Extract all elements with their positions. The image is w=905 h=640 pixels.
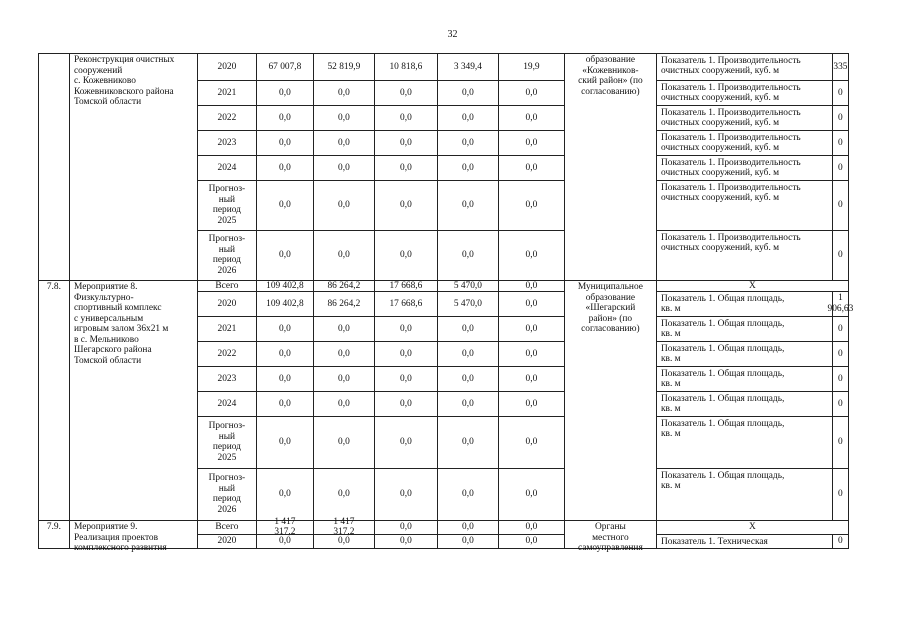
extra-value-cell-text: 0,0 [525, 373, 538, 384]
total-value-cell-text: 0,0 [279, 348, 291, 359]
federal-value-cell-text: 1 417 317,2 [333, 516, 355, 538]
federal-value-cell-text: 86 264,2 [327, 280, 361, 291]
regional-value-cell-text: 17 668,6 [389, 280, 423, 291]
extra-value-cell-text: 0,0 [525, 437, 538, 448]
extra-value-cell [498, 130, 565, 156]
indicator-cell-text: Показатель 1. Общая площадь, кв. м [661, 419, 785, 439]
regional-value-cell [374, 155, 438, 181]
extra-value-cell [498, 366, 565, 392]
total-value-cell [256, 391, 314, 417]
indicator-cell-text: Показатель 1. Общая площадь, кв. м [661, 369, 785, 389]
federal-value-cell-text: 0,0 [338, 200, 350, 211]
indicator-cell-text: Показатель 1. Производительность очистных сооружений, куб. м [661, 183, 801, 203]
total-value-cell-text: 0,0 [279, 250, 291, 261]
row-number-cell [38, 53, 70, 281]
target-value-cell [832, 180, 849, 231]
federal-value-cell-text: 0,0 [338, 437, 350, 448]
regional-value-cell [374, 230, 438, 281]
local-value-cell-text: 0,0 [462, 200, 474, 211]
year-cell [197, 230, 257, 281]
total-value-cell-text: 0,0 [279, 200, 291, 211]
federal-value-cell-text: 0,0 [338, 250, 350, 261]
federal-value-cell-text: 52 819,9 [327, 61, 361, 72]
indicator-cell [656, 366, 833, 392]
extra-value-cell-text: 0,0 [525, 87, 538, 98]
row-number-cell [38, 520, 70, 549]
regional-value-cell-text: 17 668,6 [389, 298, 423, 309]
federal-value-cell [313, 130, 375, 156]
federal-value-cell-text: 0,0 [338, 137, 350, 148]
federal-value-cell-text: 0,0 [338, 112, 350, 123]
target-value-cell-text: 0 [838, 489, 843, 500]
target-value-cell-text: 335 [833, 61, 848, 72]
target-value-cell [832, 105, 849, 131]
indicator-cell [656, 53, 833, 81]
year-cell-text: 2020 [217, 536, 237, 547]
total-value-cell [256, 468, 314, 521]
indicator-cell [656, 105, 833, 131]
target-value-cell-text: 0 [838, 373, 843, 384]
indicator-cell-text: Показатель 1. Общая площадь, кв. м [661, 344, 785, 364]
indicator-cell [656, 291, 833, 317]
regional-value-cell-text: 0,0 [400, 373, 412, 384]
federal-value-cell [313, 291, 375, 317]
target-value-cell [832, 416, 849, 469]
year-cell-text: 2023 [217, 137, 237, 148]
local-value-cell-text: 0,0 [462, 348, 474, 359]
extra-value-cell [498, 468, 565, 521]
indicator-cell-text: Показатель 1. Производительность очистных сооружений, куб. м [661, 108, 801, 128]
total-value-cell [256, 53, 314, 81]
year-cell [197, 468, 257, 521]
local-value-cell-text: 0,0 [462, 437, 474, 448]
executor-cell-text: образование «Кожевников- ский район» (по согласованию) [578, 55, 643, 97]
regional-value-cell [374, 341, 438, 367]
total-value-cell [256, 130, 314, 156]
target-value-cell-text: 0 [838, 437, 843, 448]
regional-value-cell [374, 105, 438, 131]
executor-cell [564, 520, 657, 553]
row-number-cell-text: 7.8. [46, 282, 61, 292]
indicator-cell-text: Показатель 1. Техническая [661, 537, 768, 547]
indicator-cell-text: Показатель 1. Общая площадь, кв. м [661, 471, 785, 491]
local-value-cell [437, 520, 499, 535]
row-number-cell-text: 7.9. [46, 522, 61, 532]
measure-title-cell-text: Реконструкция очистных сооружений с. Кожевниково Кожевниковского района Томской области [74, 55, 175, 107]
extra-value-cell [498, 341, 565, 367]
federal-value-cell [313, 534, 375, 549]
extra-value-cell-text: 0,0 [525, 280, 538, 291]
target-value-cell-text: 0 [838, 398, 843, 409]
federal-value-cell [313, 516, 375, 538]
regional-value-cell-text: 0,0 [400, 536, 412, 547]
row-number-cell-text [39, 54, 69, 280]
year-cell [197, 180, 257, 231]
local-value-cell-text: 5 470,0 [453, 298, 482, 309]
total-value-cell [256, 341, 314, 367]
total-value-cell-text: 0,0 [279, 489, 291, 500]
page-number: 32 [447, 29, 458, 40]
year-cell [197, 391, 257, 417]
year-cell [197, 105, 257, 131]
indicator-cell-text: Показатель 1. Производительность очистных сооружений, куб. м [661, 83, 801, 103]
total-value-cell-text: 67 007,8 [268, 61, 302, 72]
year-cell [197, 53, 257, 81]
target-value-cell-text: 1 906,63 [827, 293, 854, 314]
indicator-cell [656, 316, 833, 342]
year-cell-text: Всего [215, 522, 239, 533]
local-value-cell [437, 416, 499, 469]
federal-value-cell [313, 391, 375, 417]
total-value-cell-text: 0,0 [279, 162, 291, 173]
total-value-cell-text: 0,0 [279, 112, 291, 123]
extra-value-cell-text: 0,0 [525, 323, 538, 334]
total-value-cell [256, 180, 314, 231]
year-cell-text: 2021 [217, 87, 237, 98]
regional-value-cell [374, 366, 438, 392]
federal-value-cell-text: 86 264,2 [327, 298, 361, 309]
indicator-cell [656, 391, 833, 417]
regional-value-cell-text: 0,0 [400, 137, 412, 148]
regional-value-cell [374, 416, 438, 469]
local-value-cell [437, 155, 499, 181]
total-value-cell-text: 1 417 317,2 [274, 516, 296, 538]
indicator-cell-text: Показатель 1. Производительность очистных сооружений, куб. м [661, 158, 801, 178]
local-value-cell-text: 0,0 [462, 373, 474, 384]
local-value-cell-text: 0,0 [462, 87, 474, 98]
target-value-cell [832, 80, 849, 106]
year-cell-text: Прогноз- ный период 2026 [208, 473, 246, 515]
indicator-cell [656, 416, 833, 469]
local-value-cell-text: 0,0 [462, 398, 474, 409]
total-value-cell [256, 80, 314, 106]
extra-value-cell [498, 180, 565, 231]
federal-value-cell-text: 0,0 [338, 348, 350, 359]
local-value-cell-text: 0,0 [462, 522, 474, 533]
target-value-cell [832, 468, 849, 521]
extra-value-cell [498, 391, 565, 417]
extra-value-cell-text: 0,0 [525, 112, 538, 123]
total-value-cell-text: 0,0 [279, 373, 291, 384]
indicator-cell [656, 468, 833, 521]
target-value-cell-text: 0 [838, 348, 843, 359]
target-value-cell [832, 155, 849, 181]
local-value-cell [437, 180, 499, 231]
local-value-cell [437, 468, 499, 521]
indicator-x-cell [656, 520, 849, 535]
executor-cell [564, 53, 657, 281]
indicator-x-cell-text: X [749, 522, 756, 533]
target-value-cell-text: 0 [838, 200, 843, 211]
indicator-cell-text: Показатель 1. Производительность очистных сооружений, куб. м [661, 233, 801, 253]
extra-value-cell-text: 0,0 [525, 298, 538, 309]
local-value-cell [437, 130, 499, 156]
regional-value-cell-text: 0,0 [400, 200, 412, 211]
federal-value-cell-text: 0,0 [338, 489, 350, 500]
year-cell [197, 534, 257, 549]
extra-value-cell [498, 155, 565, 181]
total-value-cell-text: 0,0 [279, 87, 291, 98]
extra-value-cell-text: 0,0 [525, 398, 538, 409]
local-value-cell-text: 0,0 [462, 112, 474, 123]
extra-value-cell [498, 534, 565, 549]
year-cell [197, 366, 257, 392]
target-value-cell-text: 0 [838, 162, 843, 173]
total-value-cell [256, 230, 314, 281]
indicator-cell-text: Показатель 1. Общая площадь, кв. м [661, 319, 785, 339]
total-value-cell [256, 291, 314, 317]
measure-title-cell [69, 53, 198, 281]
year-cell [197, 80, 257, 106]
year-cell [197, 130, 257, 156]
total-value-cell [256, 366, 314, 392]
total-value-cell-text: 109 402,8 [266, 298, 304, 309]
extra-value-cell [498, 416, 565, 469]
regional-value-cell-text: 10 818,6 [389, 61, 423, 72]
extra-value-cell-text: 0,0 [525, 348, 538, 359]
regional-value-cell [374, 180, 438, 231]
local-value-cell [437, 366, 499, 392]
federal-value-cell-text: 0,0 [338, 398, 350, 409]
indicator-cell [656, 180, 833, 231]
measure-title-cell-text: Мероприятие 8. Физкультурно- спортивный комплекс с универсальным игровым залом 36х21 м в с. Мельниково Шегарского района Томской области [74, 282, 169, 366]
federal-value-cell [313, 366, 375, 392]
federal-value-cell [313, 80, 375, 106]
total-value-cell-text: 0,0 [279, 323, 291, 334]
local-value-cell-text: 0,0 [462, 536, 474, 547]
federal-value-cell-text: 0,0 [338, 373, 350, 384]
extra-value-cell [498, 520, 565, 535]
regional-value-cell-text: 0,0 [400, 162, 412, 173]
regional-value-cell [374, 53, 438, 81]
target-value-cell [827, 291, 854, 317]
year-cell-text: 2022 [217, 112, 237, 123]
indicator-cell [656, 80, 833, 106]
year-cell-text: 2020 [217, 61, 237, 72]
measure-title-cell [69, 520, 198, 553]
target-value-cell-text: 0 [838, 536, 843, 547]
target-value-cell [832, 391, 849, 417]
regional-value-cell-text: 0,0 [400, 489, 412, 500]
extra-value-cell-text: 0,0 [525, 162, 538, 173]
target-value-cell [832, 534, 849, 549]
indicator-cell-text: Показатель 1. Общая площадь, кв. м [661, 394, 785, 414]
year-cell-text: 2024 [217, 162, 237, 173]
regional-value-cell [374, 80, 438, 106]
regional-value-cell [374, 534, 438, 549]
federal-value-cell [313, 316, 375, 342]
regional-value-cell [374, 468, 438, 521]
regional-value-cell-text: 0,0 [400, 250, 412, 261]
indicator-cell-text: Показатель 1. Производительность очистных сооружений, куб. м [661, 56, 801, 76]
target-value-cell [832, 366, 849, 392]
year-cell-text: 2023 [217, 373, 237, 384]
executor-cell-text: Органы местного самоуправления [578, 522, 643, 553]
extra-value-cell [498, 291, 565, 317]
regional-value-cell [374, 391, 438, 417]
year-cell-text: Прогноз- ный период 2025 [208, 184, 246, 226]
target-value-cell [832, 130, 849, 156]
year-cell [197, 316, 257, 342]
year-cell-text: 2024 [217, 398, 237, 409]
year-cell-text: 2020 [217, 298, 237, 309]
indicator-x-cell-text: X [749, 280, 756, 291]
indicator-cell [656, 130, 833, 156]
total-value-cell-text: 109 402,8 [266, 280, 304, 291]
regional-value-cell [374, 316, 438, 342]
total-value-cell [256, 516, 314, 538]
year-cell [197, 155, 257, 181]
local-value-cell [437, 291, 499, 317]
target-value-cell-text: 0 [838, 250, 843, 261]
regional-value-cell [374, 291, 438, 317]
extra-value-cell [498, 316, 565, 342]
executor-cell [564, 280, 657, 521]
federal-value-cell-text: 0,0 [338, 323, 350, 334]
executor-cell-text: Муниципальное образование «Шегарский район» (по согласованию) [577, 282, 643, 334]
extra-value-cell [498, 230, 565, 281]
target-value-cell [832, 53, 849, 81]
local-value-cell [437, 316, 499, 342]
target-value-cell-text: 0 [838, 323, 843, 334]
year-cell [197, 291, 257, 317]
target-value-cell-text: 0 [838, 137, 843, 148]
local-value-cell-text: 0,0 [462, 162, 474, 173]
federal-value-cell-text: 0,0 [338, 162, 350, 173]
regional-value-cell-text: 0,0 [400, 398, 412, 409]
local-value-cell [437, 53, 499, 81]
local-value-cell [437, 230, 499, 281]
local-value-cell-text: 5 470,0 [453, 280, 482, 291]
regional-value-cell-text: 0,0 [400, 437, 412, 448]
extra-value-cell-text: 0,0 [525, 489, 538, 500]
year-cell [197, 416, 257, 469]
year-cell [197, 341, 257, 367]
local-value-cell-text: 0,0 [462, 250, 474, 261]
total-value-cell-text: 0,0 [279, 536, 291, 547]
local-value-cell [437, 391, 499, 417]
local-value-cell [437, 105, 499, 131]
target-value-cell [832, 316, 849, 342]
target-value-cell-text: 0 [838, 112, 843, 123]
local-value-cell-text: 3 349,4 [453, 61, 482, 72]
indicator-cell [656, 341, 833, 367]
regional-value-cell-text: 0,0 [400, 323, 412, 334]
extra-value-cell-text: 19,9 [523, 61, 540, 72]
regional-value-cell [374, 130, 438, 156]
total-value-cell [256, 416, 314, 469]
federal-value-cell [313, 341, 375, 367]
measure-title-cell-text: Мероприятие 9. Реализация проектов комплексного развития [74, 522, 167, 553]
total-value-cell [256, 155, 314, 181]
local-value-cell [437, 534, 499, 549]
indicator-cell-text: Показатель 1. Общая площадь, кв. м [661, 294, 785, 314]
indicator-cell [656, 155, 833, 181]
extra-value-cell-text: 0,0 [525, 250, 538, 261]
total-value-cell [256, 105, 314, 131]
year-cell-text: 2021 [217, 323, 237, 334]
federal-value-cell [313, 468, 375, 521]
budget-table [38, 53, 854, 557]
row-number-cell [38, 280, 70, 521]
local-value-cell-text: 0,0 [462, 323, 474, 334]
regional-value-cell-text: 0,0 [400, 522, 412, 533]
regional-value-cell [374, 520, 438, 535]
year-cell-text: Прогноз- ный период 2026 [208, 234, 246, 276]
indicator-cell [656, 230, 833, 281]
regional-value-cell-text: 0,0 [400, 348, 412, 359]
extra-value-cell [498, 105, 565, 131]
regional-value-cell-text: 0,0 [400, 87, 412, 98]
federal-value-cell [313, 105, 375, 131]
local-value-cell [437, 80, 499, 106]
local-value-cell-text: 0,0 [462, 137, 474, 148]
indicator-cell-text: Показатель 1. Производительность очистных сооружений, куб. м [661, 133, 801, 153]
federal-value-cell-text: 0,0 [338, 87, 350, 98]
year-cell-text: 2022 [217, 348, 237, 359]
measure-title-cell [69, 280, 198, 521]
extra-value-cell-text: 0,0 [525, 200, 538, 211]
federal-value-cell [313, 416, 375, 469]
extra-value-cell-text: 0,0 [525, 522, 538, 533]
total-value-cell-text: 0,0 [279, 137, 291, 148]
total-value-cell-text: 0,0 [279, 437, 291, 448]
federal-value-cell [313, 53, 375, 81]
extra-value-cell [498, 80, 565, 106]
federal-value-cell-text: 0,0 [338, 536, 350, 547]
federal-value-cell [313, 155, 375, 181]
local-value-cell-text: 0,0 [462, 489, 474, 500]
extra-value-cell [498, 53, 565, 81]
year-cell [197, 520, 257, 535]
regional-value-cell-text: 0,0 [400, 112, 412, 123]
target-value-cell [832, 230, 849, 281]
total-value-cell [256, 316, 314, 342]
local-value-cell [437, 341, 499, 367]
year-cell-text: Прогноз- ный период 2025 [208, 421, 246, 463]
extra-value-cell-text: 0,0 [525, 137, 538, 148]
total-value-cell [256, 534, 314, 549]
total-value-cell-text: 0,0 [279, 398, 291, 409]
target-value-cell [832, 341, 849, 367]
federal-value-cell [313, 180, 375, 231]
target-value-cell-text: 0 [838, 87, 843, 98]
indicator-cell [656, 534, 833, 549]
federal-value-cell [313, 230, 375, 281]
extra-value-cell-text: 0,0 [525, 536, 538, 547]
year-cell-text: Всего [215, 280, 239, 291]
